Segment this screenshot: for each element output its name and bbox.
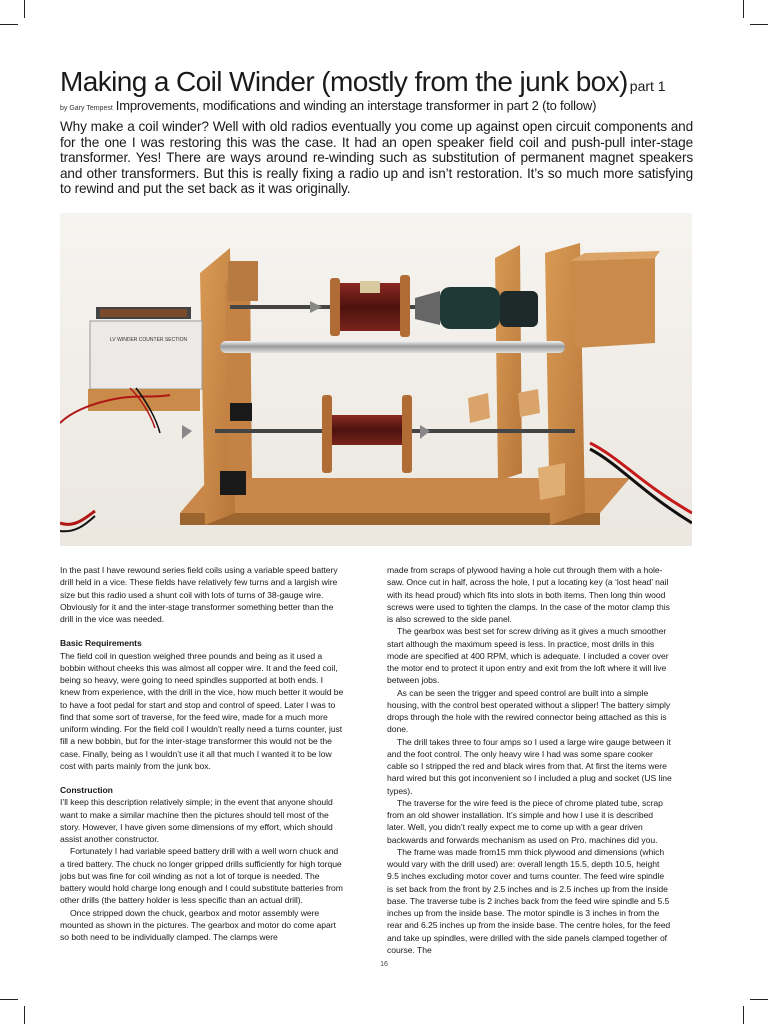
left-column bbox=[60, 564, 345, 943]
paragraph: The gearbox was best set for screw driving as it gives a much smoother start although the maximum speed is less. In practice, most drills in this mode are specified at 400 RPM, which is adequate. I included a cover over the motor end to protect it upon entry and exit from the loft where it will live between jobs. bbox=[387, 626, 669, 686]
crop-mark bbox=[743, 0, 744, 18]
section-heading: Basic Requirements bbox=[60, 638, 142, 649]
crop-mark bbox=[0, 24, 18, 25]
crop-mark bbox=[0, 999, 18, 1000]
paragraph: The field coil in question weighed three pounds and being as it used a bobbin without cheeks this was almost all copper wire. It and the feed coil, being so heavy, were going to need spindles supported at both ends. I knew from experience, with the drill in the vice, how much better it would be to have a foot pedal for start and stop and control of speed. Later I was to find that some sort of traverse, for the feed wire, made for a much more uniform winding. For the field coil I wouldn’t really need a turns counter, just fill a new bobbin, but for the inter-stage transformer this would not be the case. Finally, being as I wouldn’t use it all that much I wanted it to be low cost with parts mainly from the junk box. bbox=[60, 650, 344, 771]
paragraph: As can be seen the trigger and speed control are built into a simple housing, with the control best operated without a slipper! The battery simply drops through the hole with the rewired connector being attached as this is done. bbox=[387, 687, 671, 735]
paragraph: I’ll keep this description relatively simple; in the event that anyone should want to make a similar machine then the pictures should tell most of the story. However, I have given some dimensions of my effort, which should assist another constructor. bbox=[60, 797, 333, 844]
paragraph: The frame was made from15 mm thick plywood and dimensions (which would vary with the drill used) are: overall length 15.5, depth 10.5, height 9.5 inches excluding motor cover and turns counter. The feed wire spindle is set back from the front by 2.5 inches and is 2.5 inches up from the inside base. The traverse tube is 2 inches back from the feed wire spindle and 5.5 inches up from the inside base. The motor spindle is 3 inches in from the rear and 6.25 inches up from the inside base. The centre holes, for the feed and take up spindles, were drilled with the side panels clamped together of course. The bbox=[387, 846, 671, 955]
crop-mark bbox=[24, 0, 25, 18]
crop-mark bbox=[750, 24, 768, 25]
paragraph: Once stripped down the chuck, gearbox and motor assembly were mounted as shown in the pictures. The gearbox and motor do come apart so both need to be individually clamped. The clamps were bbox=[60, 907, 336, 942]
coil-winder-photo bbox=[60, 213, 692, 546]
panel-label: LV WINDER COUNTER SECTION bbox=[110, 337, 188, 343]
paragraph: made from scraps of plywood having a hole cut through them with a hole-saw. Once cut in half, across the hole, I put a locating key (a ‘lost head’ nail with its head proud) which fits into slots in both items. Then long thin wood screws were used to tighten the clamps. In the case of the motor clamp this is also screwed to the side panel. bbox=[387, 565, 670, 624]
byline: by Gary Tempest bbox=[60, 105, 113, 112]
page-number: 16 bbox=[380, 961, 388, 968]
subtitle: Improvements, modifications and winding an interstage transformer in part 2 (to follow) bbox=[115, 98, 597, 113]
crop-mark bbox=[750, 999, 768, 1000]
article-title bbox=[60, 66, 720, 102]
crop-mark bbox=[24, 1006, 25, 1024]
crop-mark bbox=[743, 1006, 744, 1024]
paragraph: In the past I have rewound series field coils using a variable speed battery drill held in a vice. These fields have relatively few turns and a largish wire size but this radio used a shunt coil with lots of turns of 38-gauge wire. Obviously for it and the inter-stage transformer something better than the drill in the vice was needed. bbox=[60, 565, 338, 624]
intro-paragraph: Why make a coil winder? Well with old radios eventually you come up against open circuit components and for the one I was restoring this was the case. It had an open speaker field coil and push-pull inter-stage transformer. Yes! There are ways around re-winding such as substitution of permanent magnet speakers and other transformers. But this is really fixing a radio up and isn’t restoration. It’s so much more satisfying to rewind and put the set back as it was originally. bbox=[60, 119, 693, 196]
right-column bbox=[387, 564, 672, 956]
title-text: Making a Coil Winder (mostly from the junk box) bbox=[60, 66, 628, 97]
paragraph: The drill takes three to four amps so I used a large wire gauge between it and the foot control. The only heavy wire I had was some spare cooker cable so I stripped the red and black wires from that. At first the items were hard wired but this got inconvenient so I included a plug and socket (US line types). bbox=[387, 736, 672, 796]
paragraph: Fortunately I had variable speed battery drill with a well worn chuck and a tired battery. The chuck no longer gripped drills sufficiently for high torque jobs but was fine for coil winding as not a lot of torque is needed. The battery would hold charge long enough and I could substitute batteries from other drills (the battery holder is less specific than an actual drill). bbox=[60, 846, 343, 906]
paragraph: The traverse for the wire feed is the piece of chrome plated tube, scrap from an old shower installation. It’s simple and how I use it is described later. Well, you didn’t really expect me to come up with a gear driven backwards and forwards mechanism as used on Pro. machines did you. bbox=[387, 797, 663, 845]
subtitle-line bbox=[60, 98, 740, 117]
section-heading: Construction bbox=[60, 785, 113, 795]
title-part: part 1 bbox=[629, 78, 666, 94]
